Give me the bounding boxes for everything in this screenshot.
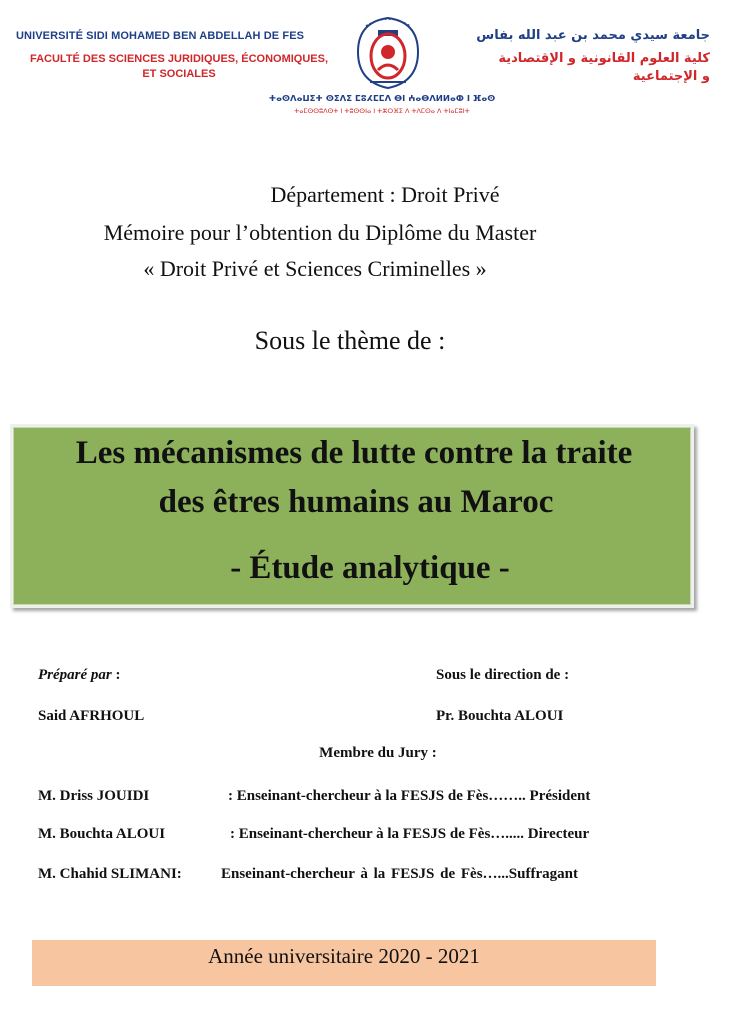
university-logo-icon [352,12,424,92]
prepared-by-label [38,667,121,684]
academic-year: Année universitaire 2020 - 2021 [208,944,480,968]
title-line3: - Étude analytique - [230,550,510,586]
amazigh-line1: ⵜⴰⵙⴷⴰⵡⵉⵜ ⵙⵉⴷⵉ ⵎⵓⵃⵎⵎⴷ ⴱⵏ ⵄⴰⴱⴷⵍⵍⴰⵀ ⵏ ⴼⴰⵙ [268,94,496,104]
jury-member-row [38,866,578,883]
theme-intro: Sous le thème de : [254,326,446,355]
jury-member-role: : Enseinant-chercheur à la FESJS de Fès…….. Président [228,788,591,804]
student-name: Said AFRHOUL [38,708,145,724]
memoire-line: Mémoire pour l’obtention du Diplôme du Master [103,220,537,245]
master-name: « Droit Privé et Sciences Criminelles » [143,256,487,281]
jury-member-name: M. Bouchta ALOUI [38,826,166,842]
university-name-fr: UNIVERSITÉ SIDI MOHAMED BEN ABDELLAH DE FES [16,30,305,42]
faculty-name-ar-line1: كلية العلوم القانونية و الإقتصادية [498,51,710,66]
faculty-name-fr-line1: FACULTÉ DES SCIENCES JURIDIQUES, ÉCONOMIQUES, [29,53,329,65]
faculty-name-fr-line2: ET SOCIALES [142,68,216,80]
direction-label: Sous le direction de : [436,667,570,683]
amazigh-name [262,94,502,115]
university-name-ar: جامعة سيدي محمد بن عبد الله بفاس [476,28,710,43]
jury-member-role: : Enseinant-chercheur à la FESJS de Fès…..... Directeur [230,826,590,842]
title-line2: des êtres humains au Maroc [158,484,554,520]
faculty-name-ar-line2: و الإجتماعية [632,69,710,84]
faculty-name-fr [14,52,344,82]
jury-title: Membre du Jury : [319,745,437,761]
jury-member-row [38,788,591,805]
faculty-name-ar [440,50,710,86]
jury-member-row [38,826,590,843]
amazigh-line2: ⵜⴰⵎⵙⵙⵓⴷⵙⵜ ⵏ ⵜⵓⵙⵙⵏⴰ ⵏ ⵜⵣⵔⴼⵉ ⴷ ⵜⴷⵎⵙⴰ ⴷ ⵜⵏⴰⵎⵓⵏⵜ [294,107,470,115]
department: Département : Droit Privé [270,182,500,207]
jury-member-role: Enseinant-chercheur à la FESJS de Fès…...Suffragant [221,866,578,882]
prepared-by-colon: : [111,667,121,683]
jury-member-name: M. Driss JOUIDI [38,788,150,804]
jury-member-name: M. Chahid SLIMANI: [38,866,182,882]
prepared-by-text: Préparé par [38,667,112,683]
supervisor-name: Pr. Bouchta ALOUI [436,708,564,724]
title-line1: Les mécanismes de lutte contre la traite [75,435,633,471]
